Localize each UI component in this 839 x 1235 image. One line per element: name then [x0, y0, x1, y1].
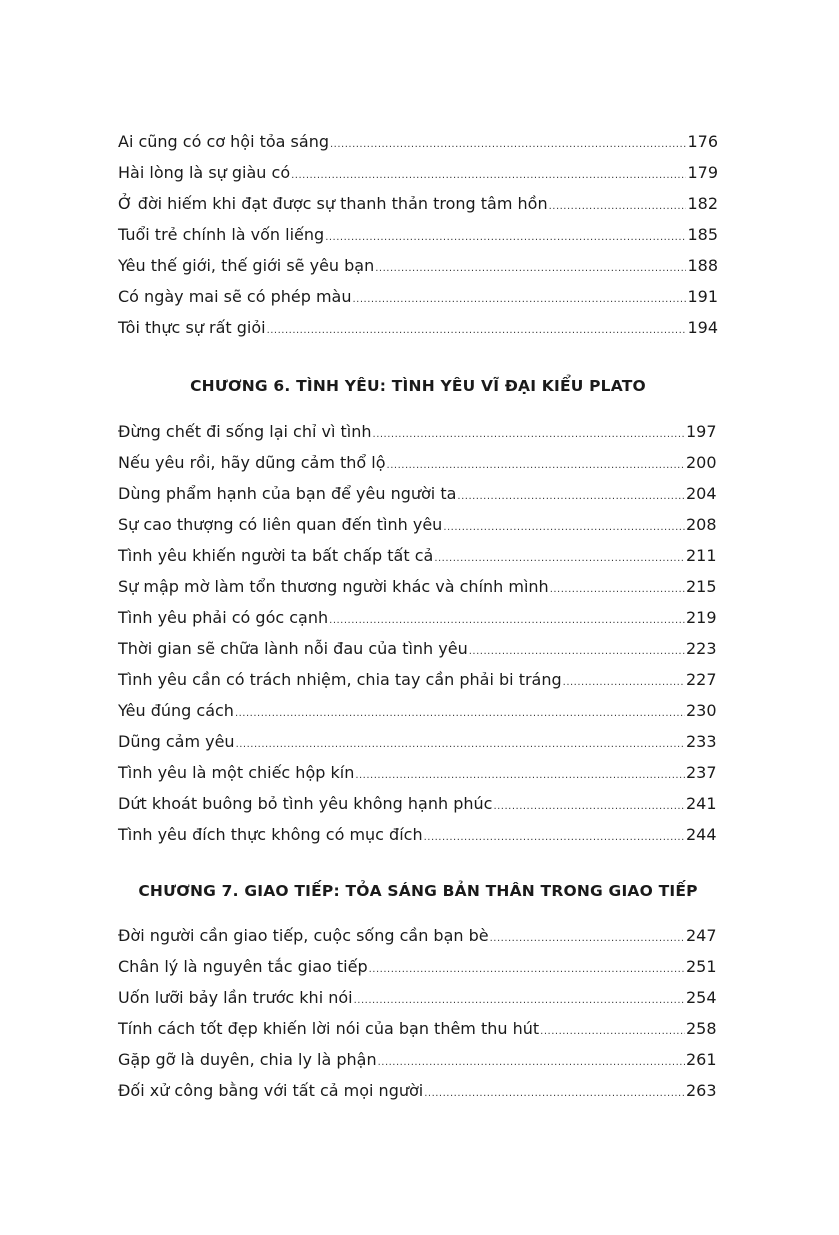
entry-title: Dứt khoát buông bỏ tình yêu không hạnh phúc	[118, 794, 493, 813]
entry-title: Tình yêu khiến người ta bất chấp tất cả	[118, 546, 434, 565]
dot-leader	[387, 450, 685, 481]
entry-page-number: 233	[686, 732, 717, 751]
entry-page-number: 261	[686, 1050, 717, 1069]
toc-entry[interactable]	[118, 571, 718, 602]
dot-leader	[424, 1078, 685, 1109]
toc-entry[interactable]	[118, 982, 718, 1013]
toc-entry[interactable]	[118, 602, 718, 633]
entry-page-number: 263	[686, 1081, 717, 1100]
dot-leader	[434, 543, 685, 574]
dot-leader	[355, 760, 685, 791]
entry-title: Yêu thế giới, thế giới sẽ yêu bạn	[118, 256, 375, 275]
entry-page-number: 204	[686, 484, 717, 503]
entry-title: Tình yêu phải có góc cạnh	[118, 608, 329, 627]
toc-entry[interactable]	[118, 695, 718, 726]
toc-entry[interactable]	[118, 157, 718, 188]
dot-leader	[563, 667, 685, 698]
toc-entry[interactable]	[118, 819, 718, 850]
dot-leader	[267, 315, 687, 346]
dot-leader	[291, 160, 686, 191]
toc-entry[interactable]	[118, 1044, 718, 1075]
dot-leader	[235, 698, 685, 729]
entry-title: Uốn lưỡi bảy lần trước khi nói	[118, 988, 353, 1007]
entry-title: Ai cũng có cơ hội tỏa sáng	[118, 132, 329, 151]
dot-leader	[325, 222, 686, 253]
toc-entry[interactable]	[118, 540, 718, 571]
entry-page-number: 219	[686, 608, 717, 627]
dot-leader	[540, 1016, 685, 1047]
dot-leader	[443, 512, 685, 543]
entry-title: Tôi thực sự rất giỏi	[118, 318, 266, 337]
dot-leader	[457, 481, 685, 512]
toc-entry[interactable]	[118, 788, 718, 819]
dot-leader	[378, 1047, 685, 1078]
toc-entry[interactable]	[118, 664, 718, 695]
toc-entry[interactable]	[118, 126, 718, 157]
entry-page-number: 191	[687, 287, 718, 306]
chapter-heading: CHƯƠNG 6. TÌNH YÊU: TÌNH YÊU VĨ ĐẠI KIỂU PLATO	[190, 377, 646, 395]
entry-title: Dùng phẩm hạnh của bạn để yêu người ta	[118, 484, 457, 503]
entry-page-number: 182	[687, 194, 718, 213]
dot-leader	[490, 923, 685, 954]
entry-page-number: 194	[687, 318, 718, 337]
toc-entry[interactable]	[118, 951, 718, 982]
entry-title: Đừng chết đi sống lại chỉ vì tình	[118, 422, 372, 441]
entry-page-number: 208	[686, 515, 717, 534]
entry-title: Sự cao thượng có liên quan đến tình yêu	[118, 515, 443, 534]
toc-section-chapter7	[118, 878, 718, 1106]
dot-leader	[354, 985, 685, 1016]
toc-entry[interactable]	[118, 1013, 718, 1044]
toc-entry[interactable]	[118, 281, 718, 312]
dot-leader	[329, 605, 685, 636]
entry-title: Tình yêu cần có trách nhiệm, chia tay cần phải bi tráng	[118, 670, 562, 689]
entry-title: Đối xử công bằng với tất cả mọi người	[118, 1081, 424, 1100]
toc-section-chapter6	[118, 373, 718, 850]
entry-page-number: 227	[686, 670, 717, 689]
entry-page-number: 247	[686, 926, 717, 945]
entry-title: Ở đời hiếm khi đạt được sự thanh thản trong tâm hồn	[118, 194, 548, 213]
entry-title: Dũng cảm yêu	[118, 732, 235, 751]
entry-page-number: 223	[686, 639, 717, 658]
toc-entry[interactable]	[118, 188, 718, 219]
entry-page-number: 211	[686, 546, 717, 565]
toc-section-chapter5-continued	[118, 126, 718, 343]
toc-entry[interactable]	[118, 447, 718, 478]
entry-page-number: 237	[686, 763, 717, 782]
dot-leader	[369, 954, 685, 985]
entry-page-number: 258	[686, 1019, 717, 1038]
dot-leader	[549, 191, 687, 222]
chapter-heading: CHƯƠNG 7. GIAO TIẾP: TỎA SÁNG BẢN THÂN TRONG GIAO TIẾP	[138, 882, 698, 900]
toc-entry[interactable]	[118, 633, 718, 664]
entry-title: Chân lý là nguyên tắc giao tiếp	[118, 957, 368, 976]
entry-page-number: 185	[687, 225, 718, 244]
entry-title: Sự mập mờ làm tổn thương người khác và chính mình	[118, 577, 549, 596]
entry-title: Tuổi trẻ chính là vốn liếng	[118, 225, 325, 244]
entry-page-number: 179	[687, 163, 718, 182]
entry-page-number: 188	[687, 256, 718, 275]
entry-page-number: 230	[686, 701, 717, 720]
dot-leader	[469, 636, 685, 667]
toc-entry[interactable]	[118, 416, 718, 447]
entry-page-number: 254	[686, 988, 717, 1007]
dot-leader	[493, 791, 685, 822]
entry-title: Tình yêu đích thực không có mục đích	[118, 825, 423, 844]
entry-title: Thời gian sẽ chữa lành nỗi đau của tình yêu	[118, 639, 468, 658]
entry-title: Có ngày mai sẽ có phép màu	[118, 287, 352, 306]
toc-entry[interactable]	[118, 726, 718, 757]
toc-entry[interactable]	[118, 1075, 718, 1106]
entry-title: Hài lòng là sự giàu có	[118, 163, 291, 182]
entry-title: Tính cách tốt đẹp khiến lời nói của bạn thêm thu hút	[118, 1019, 540, 1038]
entry-page-number: 241	[686, 794, 717, 813]
dot-leader	[236, 729, 685, 760]
toc-entry[interactable]	[118, 219, 718, 250]
entry-title: Tình yêu là một chiếc hộp kín	[118, 763, 355, 782]
dot-leader	[550, 574, 685, 605]
dot-leader	[375, 253, 686, 284]
entry-title: Nếu yêu rồi, hãy dũng cảm thổ lộ	[118, 453, 386, 472]
entry-page-number: 197	[686, 422, 717, 441]
toc-entry[interactable]	[118, 312, 718, 343]
entry-title: Gặp gỡ là duyên, chia ly là phận	[118, 1050, 377, 1069]
entry-title: Đời người cần giao tiếp, cuộc sống cần bạn bè	[118, 926, 489, 945]
toc-entry[interactable]	[118, 478, 718, 509]
toc-entry[interactable]	[118, 920, 718, 951]
toc-entry[interactable]	[118, 757, 718, 788]
dot-leader	[424, 822, 685, 853]
dot-leader	[330, 129, 686, 160]
toc-entry[interactable]	[118, 509, 718, 540]
entry-page-number: 215	[686, 577, 717, 596]
entry-page-number: 251	[686, 957, 717, 976]
entry-page-number: 200	[686, 453, 717, 472]
entry-title: Yêu đúng cách	[118, 701, 234, 720]
toc-entry[interactable]	[118, 250, 718, 281]
entry-page-number: 176	[687, 132, 718, 151]
dot-leader	[373, 419, 685, 450]
entry-page-number: 244	[686, 825, 717, 844]
dot-leader	[352, 284, 686, 315]
